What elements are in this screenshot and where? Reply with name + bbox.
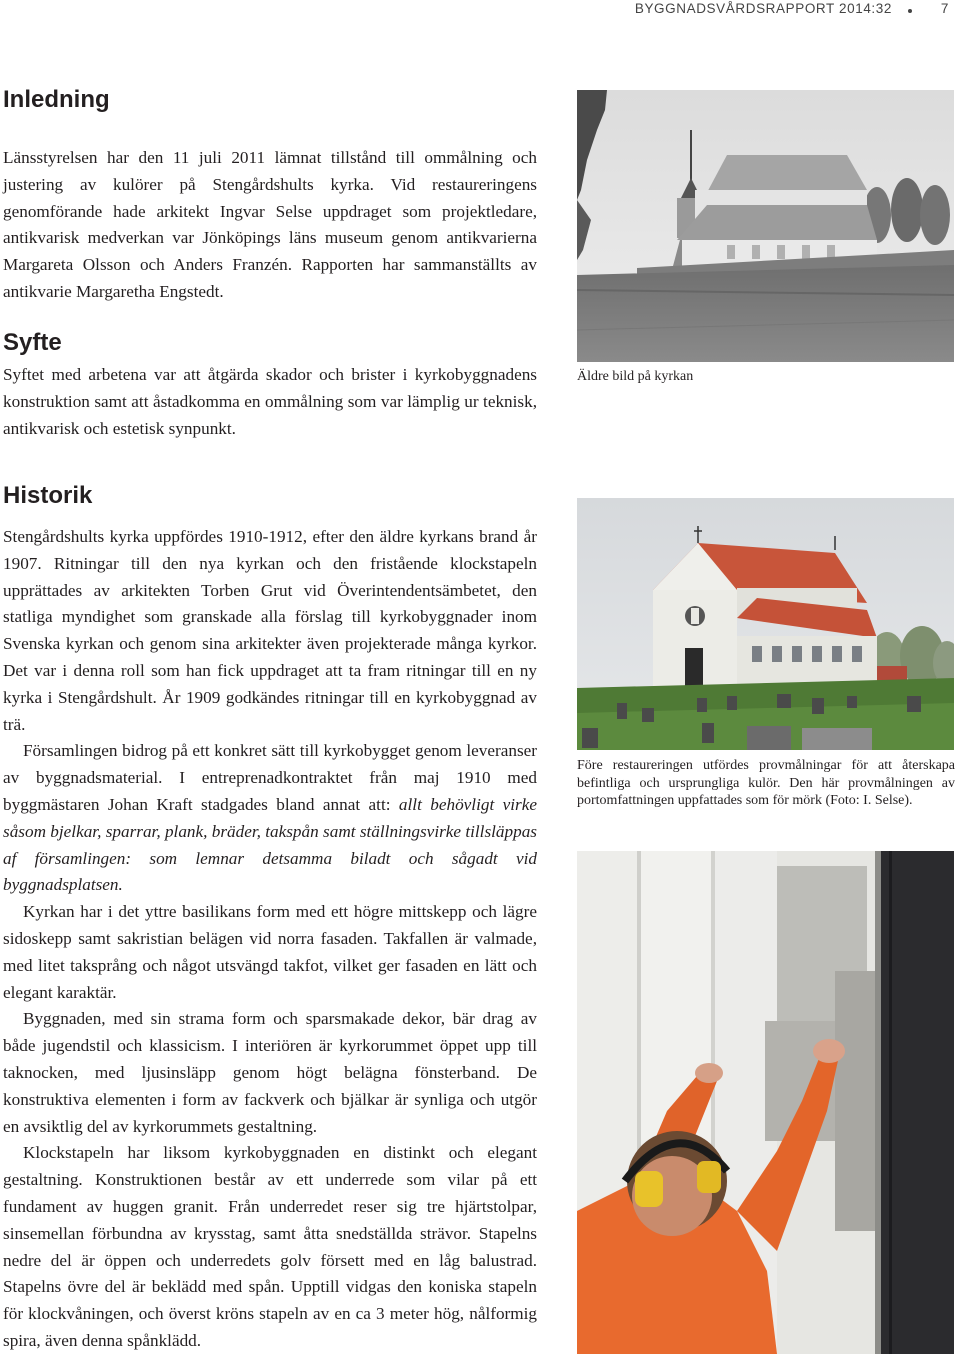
inledning-text-block xyxy=(3,145,537,306)
running-header xyxy=(0,0,960,20)
historik-paragraph-1: Stengårdshults kyrka uppfördes 1910-1912, efter den äldre kyrkans brand år 1907. Ritningar till den nya kyrkan och den fristående klockstapeln upprättades av arkitekten Torben Grut vid Överintendentsämbetet, den statliga myndighet som granskade alla förslag till kyrkobyggnader inom Svenska kyrkan och genom sina arkitekter även projekterade många kyrkor. Det var i denna roll som han fick uppdraget att ta fram ritningar till en ny kyrka i Stengårdshult. År 1909 godkändes ritningar till en kyrkobyggnad av trä. xyxy=(3,527,537,734)
historik-paragraph-2 xyxy=(3,738,537,899)
historik-paragraph-5: Klockstapeln har liksom kyrkobyggnaden en distinkt och elegant gestaltning. Konstruktionen består av ett underrede som vilar på ett fundament av huggen granit. Från underredet reser sig tre hjärtstolpar, sinsemellan förbundna av krysstag, samt åtta snedställda strävor. Stapelns nedre del är öppen och underredets golv försett med en låg balustrad. Stapelns övre del är beklädd med spån. Upptill vidgas den koniska stapeln för klockvåningen, och överst kröns stapeln av en ca 3 meter hög, nålformig spira, även denna spånklädd. xyxy=(3,1143,537,1350)
inledning-heading: Inledning xyxy=(3,86,110,113)
syfte-heading: Syfte xyxy=(3,329,62,356)
church-color-photo xyxy=(577,498,954,750)
test-painting-photo-illustration xyxy=(577,851,954,1354)
old-church-photo xyxy=(577,90,954,362)
header-bullet-dot xyxy=(908,9,912,13)
historik-text-block xyxy=(3,524,537,1355)
historik-paragraph-4: Byggnaden, med sin strama form och sparsmakade dekor, bär drag av både jugendstil och klassicism. I interiören är kyrkorummet öppet upp till taknocken, med ljusinsläpp genom högt belägna fönsterband. De konstruktiva elementen i form av fackverk och bjälkar är synliga och utgör en avsiktlig del av kyrkorummets gestaltning. xyxy=(3,1009,537,1136)
historik-heading: Historik xyxy=(3,482,93,509)
old-church-photo-illustration xyxy=(577,90,954,362)
historik-paragraph-2-text: Församlingen bidrog på ett konkret sätt till kyrkobygget genom leveranser av byggnadsmaterial. I entreprenadkontraktet från maj 1910 med byggmästaren Johan Kraft stadgades bland annat att: xyxy=(3,741,537,814)
old-photo-caption: Äldre bild på kyrkan xyxy=(577,369,694,384)
page-number: 7 xyxy=(940,1,949,16)
syfte-paragraph: Syftet med arbetena var att åtgärda skador och brister i kyrkobyggnadens konstruktion samt att åstadkomma en ommålning som var lämplig ur teknisk, antikvarisk och estetisk synpunkt. xyxy=(3,365,537,438)
historik-paragraph-3: Kyrkan har i det yttre basilikans form med ett högre mittskepp och lägre sidoskepp samt sakristian belägen vid norra fasaden. Takfallen är valmade, med litet taksprång och något utsvängd takfot, vilket ger fasaden en lätt och elegant karaktär. xyxy=(3,902,537,1002)
inledning-paragraph: Länsstyrelsen har den 11 juli 2011 lämnat tillstånd till ommålning och justering av kulörer på Stengårdshults kyrka. Vid restaureringens genomförande hade arkitekt Ingvar Selse uppdraget som projektledare, antikvarisk medverkan var Jönköpings läns museum genom antikvarierna Margareta Olsson och Anders Franzén. Rapporten har sammanställts av antikvarie Margaretha Engstedt. xyxy=(3,148,537,301)
syfte-text-block xyxy=(3,362,537,442)
color-photo-caption: Före restaureringen utfördes provmålningar för att återskapa befintliga och ursprungliga kulör. Den här provmålningen av portomfattningen uppfattades som för mörk (Foto: I. Selse). xyxy=(577,758,955,808)
church-color-photo-illustration xyxy=(577,498,954,750)
historik-contract-quote: allt behövligt virke såsom bjelkar, sparrar, plank, bräder, takspån samt ställningsvirke tillsläppas af församlingen: som lemnar detsamma biladt och sågadt vid byggnadsplatsen. xyxy=(3,794,537,895)
running-title: BYGGNADSVÅRDSRAPPORT 2014:32 xyxy=(634,1,892,16)
test-painting-photo xyxy=(577,851,954,1354)
